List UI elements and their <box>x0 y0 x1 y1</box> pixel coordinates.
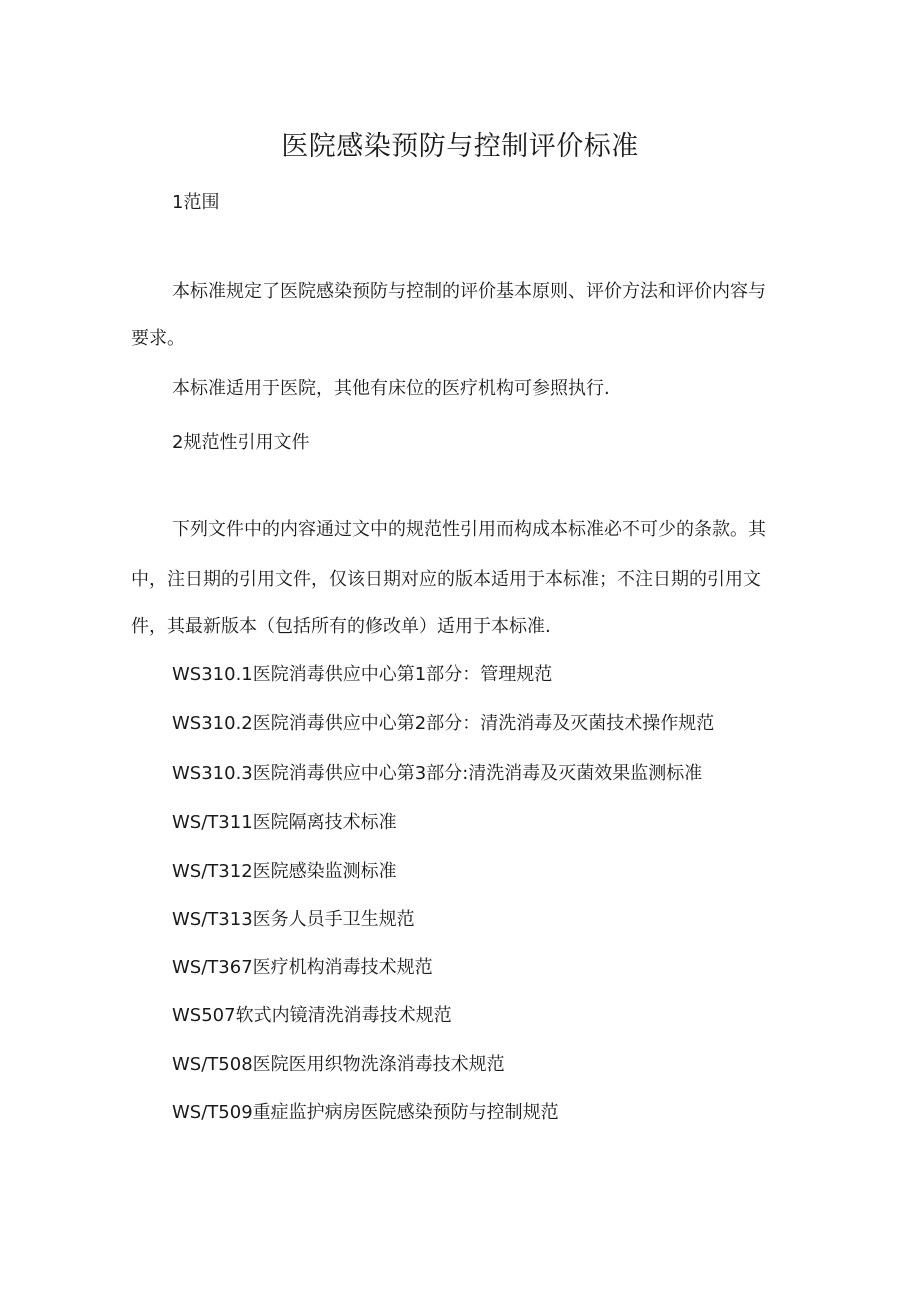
references-paragraph-line-1: 下列文件中的内容通过文中的规范性引用而构成本标准必不可少的条款。其 <box>172 519 766 540</box>
reference-item: WS/T311医院隔离技术标准 <box>172 812 397 833</box>
references-paragraph-line-2: 中，注日期的引用文件，仅该日期对应的版本适用于本标准；不注日期的引用文 <box>131 569 761 590</box>
scope-paragraph-line-1: 本标准规定了医院感染预防与控制的评价基本原则、评价方法和评价内容与 <box>172 281 766 302</box>
reference-item: WS/T509重症监护病房医院感染预防与控制规范 <box>172 1102 559 1123</box>
reference-item: WS310.2医院消毒供应中心第2部分：清洗消毒及灭菌技术操作规范 <box>172 713 715 734</box>
section-heading-normative-references: 2规范性引用文件 <box>172 432 310 453</box>
references-paragraph-line-3: 件，其最新版本（包括所有的修改单）适用于本标准. <box>131 616 551 637</box>
section-heading-scope: 1范围 <box>172 192 220 213</box>
document-title: 医院感染预防与控制评价标准 <box>281 131 639 162</box>
reference-item: WS310.1医院消毒供应中心第1部分：管理规范 <box>172 664 553 685</box>
scope-applicability-paragraph: 本标准适用于医院，其他有床位的医疗机构可参照执行. <box>172 378 610 399</box>
reference-item: WS/T367医疗机构消毒技术规范 <box>172 957 433 978</box>
reference-item: WS/T312医院感染监测标准 <box>172 861 397 882</box>
reference-item: WS/T508医院医用织物洗涤消毒技术规范 <box>172 1054 505 1075</box>
reference-item: WS507软式内镜清洗消毒技术规范 <box>172 1005 452 1026</box>
reference-item: WS/T313医务人员手卫生规范 <box>172 909 415 930</box>
scope-paragraph-line-2: 要求。 <box>131 328 185 349</box>
reference-item: WS310.3医院消毒供应中心第3部分:清洗消毒及灭菌效果监测标准 <box>172 763 703 784</box>
